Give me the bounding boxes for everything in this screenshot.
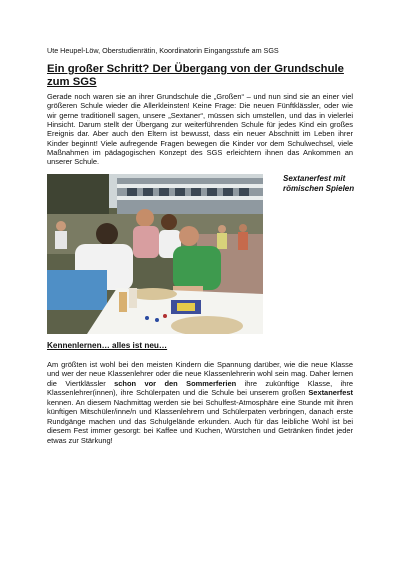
photo-caption: Sextanerfest mit römischen Spielen xyxy=(283,173,355,193)
body-paragraph xyxy=(47,360,353,446)
photo-illustration xyxy=(47,174,263,334)
article xyxy=(47,46,353,445)
article-title: Ein großer Schritt? Der Übergang von der Grundschule zum SGS xyxy=(47,63,344,88)
body-text-2: ihre zukünftige Klasse, ihre Klassenlehrer(innen), ihre Schülerpaten und die Schule bei unserem großen xyxy=(47,378,353,398)
body-text-3: kennen. An diesem Nachmittag werden sie bei Schulfest-Atmosphäre eine Stunde mit ihren künftigen Mitschüler/inne/n und Klassenlehrern und Schülerpaten verbringen, danach erste Rundgänge machen und das Schulgelände erkunden. Auch für das leibliche Wohl ist bei diesem Fest immer gesorgt: bei Kaffee und Kuchen, Würstchen und Getränken findet jeder etwas zur Stärkung! xyxy=(47,397,353,445)
body-bold-2: Sextanerfest xyxy=(308,388,353,398)
section-heading: Kennenlernen… alles ist neu… xyxy=(47,340,168,350)
event-photo xyxy=(47,174,263,334)
intro-paragraph: Gerade noch waren sie an ihrer Grundschule die „Großen“ – und nun sind sie an einer viel größeren Schule wieder die Allerkleinsten! Keine Frage: Die neuen Fünftklässler, oder wie wir gerne traditionell sagen, unsere „Sextaner“, müssen sich umstellen, und das in vielerlei Hinsicht. Darum stellt der Übergang zur weiterführenden Schule für jedes Kind ein großes Ereignis dar. Aber auch den Eltern ist bewusst, dass ein neuer Abschnitt im Leben ihrer Kinder beginnt! Viele aufregende Fragen bewegen die Kinder vor dem Schulwechsel, viele Maßnahmen im pädagogischen Konzept des SGS erleichtern ihnen das Ankommen an unserer Schule. xyxy=(47,92,353,167)
author-line: Ute Heupel-Löw, Oberstudienrätin, Koordinatorin Eingangsstufe am SGS xyxy=(47,46,279,55)
photo-block xyxy=(47,174,353,334)
body-bold-1: schon vor den Sommerferien xyxy=(114,378,237,388)
body-text-1: Am größten ist wohl bei den meisten Kindern die Spannung darüber, wie die neue Klasse und wer der neue Klassenlehrer oder die neue Klassenlehrerin wohl sein mag. Daher lernen die Viertklässler xyxy=(47,359,353,388)
